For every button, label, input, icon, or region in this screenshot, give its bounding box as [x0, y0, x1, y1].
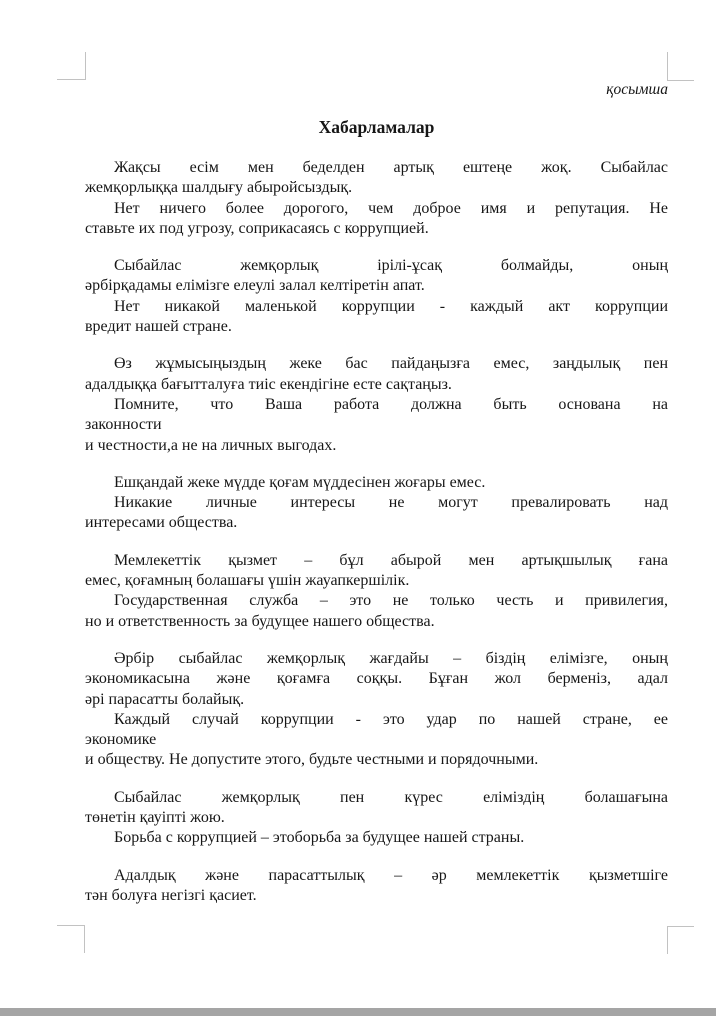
text-boundary-mark-bottom-left	[57, 925, 85, 953]
text-line: әрбірқадамы елімізге елеулі залал келтіретін апат.	[85, 277, 425, 295]
text-line: Адалдық және парасаттылық – әр мемлекеттік қызметшіге	[114, 866, 668, 884]
text-boundary-mark-bottom-right	[667, 926, 694, 954]
text-line: төнетін қауіпті жою.	[85, 809, 225, 827]
paragraph	[85, 788, 668, 829]
paragraph	[85, 551, 668, 592]
paragraph	[85, 473, 668, 493]
paragraphs-container	[85, 158, 668, 906]
paragraph	[85, 591, 668, 632]
paragraph	[85, 199, 668, 240]
text-line: әрі парасатты болайық.	[85, 690, 245, 708]
page-title: Хабарламалар	[318, 117, 435, 137]
text-line: Мемлекеттік қызмет – бұл абырой мен артықшылық ғана	[114, 551, 668, 569]
text-boundary-mark-top-right	[667, 52, 694, 81]
text-line: Сыбайлас жемқорлық ірілі-ұсақ болмайды, оның	[114, 257, 668, 275]
paragraph	[85, 256, 668, 297]
text-line: Нет никакой маленькой коррупции - каждый акт коррупции	[114, 297, 668, 315]
text-line: Сыбайлас жемқорлық пен күрес еліміздің болашағына	[114, 788, 668, 806]
window-bottom-edge	[0, 1008, 716, 1016]
text-line: экономикасына және қоғамға соққы. Бұған жол берменіз, адал	[85, 670, 668, 688]
text-line: жемқорлыққа шалдығу абыройсыздық.	[85, 179, 353, 197]
text-line: ставьте их под угрозу, соприкасаясь с коррупцией.	[85, 219, 429, 237]
paragraph	[85, 297, 668, 338]
text-line: емес, қоғамның болашағы үшін жауапкершілік.	[85, 572, 410, 590]
text-line: адалдыққа бағытталуға тиіс екендігіне есте сақтаңыз.	[85, 375, 452, 393]
paragraph	[85, 158, 668, 199]
paragraph	[85, 493, 668, 534]
text-line: Помните, что Ваша работа должна быть основана на	[114, 395, 668, 413]
text-boundary-mark-top-left	[57, 52, 86, 80]
text-line: Никакие личные интересы не могут превалировать над	[114, 494, 668, 512]
appendix-label: қосымша	[606, 81, 668, 98]
text-line: Өз жұмысыңыздың жеке бас пайдаңызға емес, заңдылық пен	[114, 355, 668, 373]
paragraph	[85, 649, 668, 710]
text-line: Нет ничего более дорогого, чем доброе имя и репутация. Не	[114, 199, 668, 217]
text-line: экономике	[85, 731, 157, 749]
text-line: и честности,а не на личных выгодах.	[85, 436, 337, 454]
text-line: Каждый случай коррупции - это удар по нашей стране, ее	[114, 710, 668, 728]
text-line: но и ответственность за будущее нашего общества.	[85, 612, 435, 630]
text-line: Жақсы есім мен беделден артық ештеңе жоқ. Сыбайлас	[114, 159, 668, 176]
text-line: законности	[85, 416, 162, 434]
text-line: Государственная служба – это не только честь и привилегия,	[114, 592, 668, 610]
text-line: и обществу. Не допустите этого, будьте честными и порядочными.	[85, 751, 539, 769]
text-line: вредит нашей стране.	[85, 318, 232, 336]
paragraph	[85, 710, 668, 771]
text-line: Борьба с коррупцией – этоборьба за будущее нашей страны.	[114, 829, 525, 847]
text-line: тән болуға негізгі қасиет.	[85, 886, 257, 904]
paragraph	[85, 866, 668, 907]
paragraph	[85, 354, 668, 395]
text-line: интересами общества.	[85, 514, 238, 532]
paragraph	[85, 828, 668, 848]
document-content	[85, 80, 668, 906]
text-line: Ешқандай жеке мүдде қоғам мүддесінен жоғары емес.	[114, 473, 486, 491]
paragraph	[85, 395, 668, 456]
text-line: Әрбір сыбайлас жемқорлық жағдайы – біздің елімізге, оның	[114, 649, 668, 667]
